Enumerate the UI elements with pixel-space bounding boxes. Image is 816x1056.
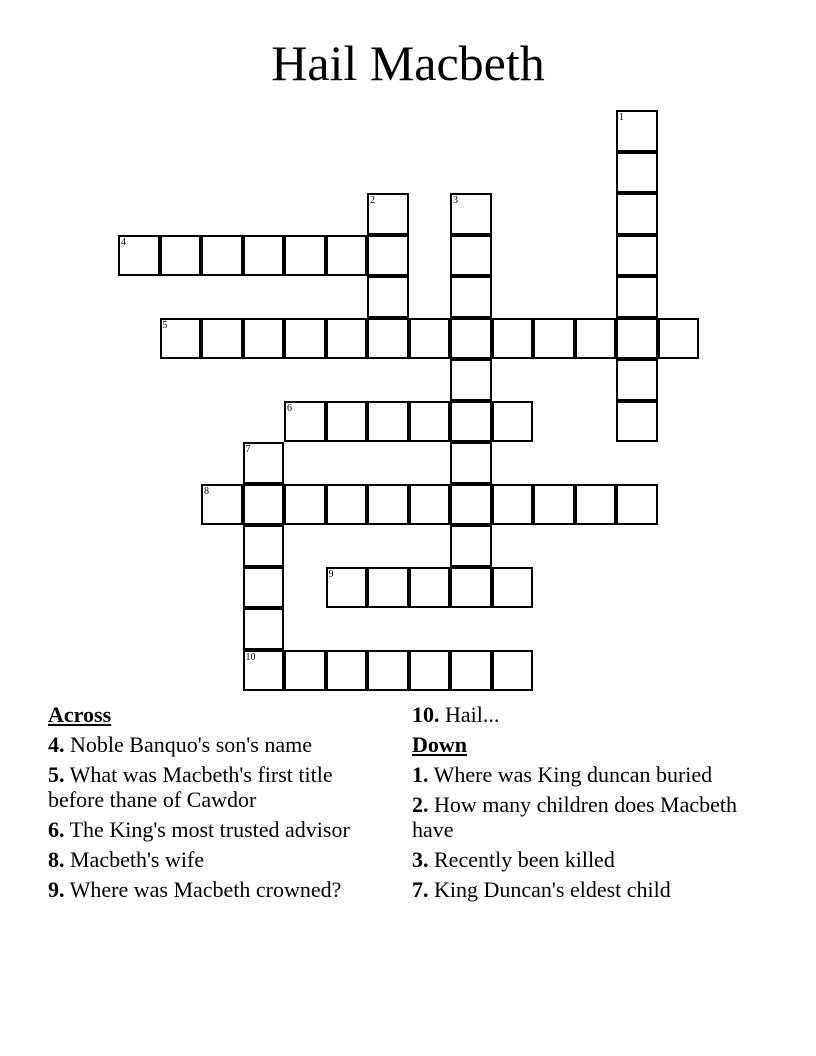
grid-cell[interactable] <box>450 650 492 692</box>
grid-cell[interactable] <box>533 484 575 526</box>
grid-cell[interactable] <box>409 484 451 526</box>
clue-across-10: 10. Hail... <box>412 702 500 727</box>
grid-cell[interactable] <box>367 650 409 692</box>
grid-cell[interactable] <box>616 359 658 401</box>
grid-cell[interactable] <box>616 193 658 235</box>
grid-cell[interactable] <box>492 650 534 692</box>
grid-cell[interactable] <box>409 318 451 360</box>
clue-number: 8 <box>204 485 209 497</box>
grid-cell[interactable] <box>533 318 575 360</box>
grid-cell[interactable] <box>118 235 160 277</box>
grid-cell[interactable] <box>284 401 326 443</box>
grid-cell[interactable] <box>409 401 451 443</box>
grid-cell[interactable] <box>450 401 492 443</box>
grid-cell[interactable] <box>492 318 534 360</box>
grid-cell[interactable] <box>450 193 492 235</box>
clue-column-2 <box>412 702 742 907</box>
clue-number: 2 <box>370 195 375 206</box>
grid-cell[interactable] <box>450 484 492 526</box>
grid-cell[interactable] <box>201 235 243 277</box>
grid-cell[interactable] <box>326 318 368 360</box>
grid-cell[interactable] <box>616 152 658 194</box>
grid-cell[interactable] <box>616 276 658 318</box>
grid-cell[interactable] <box>616 401 658 443</box>
grid-cell[interactable] <box>450 525 492 567</box>
grid-cell[interactable] <box>284 318 326 360</box>
grid-cell[interactable] <box>243 608 285 650</box>
grid-cell[interactable] <box>201 484 243 526</box>
grid-cell[interactable] <box>243 650 285 692</box>
grid-cell[interactable] <box>201 318 243 360</box>
grid-cell[interactable] <box>658 318 700 360</box>
grid-cell[interactable] <box>450 442 492 484</box>
grid-cell[interactable] <box>284 484 326 526</box>
grid-cell[interactable] <box>243 442 285 484</box>
clue-number: 9 <box>328 568 334 580</box>
grid-cell[interactable] <box>243 525 285 567</box>
grid-cell[interactable] <box>243 567 285 609</box>
grid-cell[interactable] <box>450 567 492 609</box>
clue-across-5: 5. What was Macbeth's first title before thane of Cawdor <box>48 762 333 812</box>
clue-number: 7 <box>245 444 251 455</box>
grid-cell[interactable] <box>326 401 368 443</box>
clue-number: 4 <box>121 236 126 248</box>
grid-cell[interactable] <box>243 484 285 526</box>
grid-cell[interactable] <box>367 235 409 277</box>
grid-cell[interactable] <box>367 567 409 609</box>
clue-down-3: 3. Recently been killed <box>412 847 615 872</box>
grid-cell[interactable] <box>450 276 492 318</box>
clue-across-8: 8. Macbeth's wife <box>48 847 205 872</box>
grid-cell[interactable] <box>326 484 368 526</box>
grid-cell[interactable] <box>367 401 409 443</box>
grid-cell[interactable] <box>450 359 492 401</box>
clue-down-1: 1. Where was King duncan buried <box>412 762 713 787</box>
grid-cell[interactable] <box>326 235 368 277</box>
grid-cell[interactable] <box>326 650 368 692</box>
clue-column-1 <box>48 702 368 907</box>
grid-cell[interactable] <box>492 567 534 609</box>
grid-cell[interactable] <box>326 567 368 609</box>
clue-number: 3 <box>453 195 458 206</box>
grid-cell[interactable] <box>367 276 409 318</box>
clue-number: 6 <box>287 402 292 414</box>
page-title: Hail Macbeth <box>271 35 545 91</box>
grid-cell[interactable] <box>160 318 202 360</box>
grid-cell[interactable] <box>616 110 658 152</box>
grid-cell[interactable] <box>492 401 534 443</box>
grid-cell[interactable] <box>409 567 451 609</box>
grid-cell[interactable] <box>243 318 285 360</box>
grid-cell[interactable] <box>575 484 617 526</box>
grid-cell[interactable] <box>243 235 285 277</box>
down-heading: Down <box>412 732 468 757</box>
clue-across-6: 6. The King's most trusted advisor <box>48 817 350 842</box>
grid-cell[interactable] <box>450 235 492 277</box>
across-heading: Across <box>48 702 112 727</box>
grid-cell[interactable] <box>367 484 409 526</box>
clue-down-7: 7. King Duncan's eldest child <box>412 877 671 902</box>
grid-cell[interactable] <box>284 650 326 692</box>
clue-across-4: 4. Noble Banquo's son's name <box>48 732 312 757</box>
grid-cell[interactable] <box>160 235 202 277</box>
grid-cell[interactable] <box>367 318 409 360</box>
grid-cell[interactable] <box>616 235 658 277</box>
grid-cell[interactable] <box>450 318 492 360</box>
grid-cell[interactable] <box>492 484 534 526</box>
grid-cell[interactable] <box>616 318 658 360</box>
clue-across-9: 9. Where was Macbeth crowned? <box>48 877 342 902</box>
grid-cell[interactable] <box>575 318 617 360</box>
clue-number: 5 <box>162 319 168 331</box>
grid-cell[interactable] <box>409 650 451 692</box>
clue-number: 1 <box>619 112 624 123</box>
clue-number: 10 <box>245 651 256 663</box>
clue-down-2: 2. How many children does Macbeth have <box>412 792 738 842</box>
grid-cell[interactable] <box>284 235 326 277</box>
grid-cell[interactable] <box>367 193 409 235</box>
grid-cell[interactable] <box>616 484 658 526</box>
